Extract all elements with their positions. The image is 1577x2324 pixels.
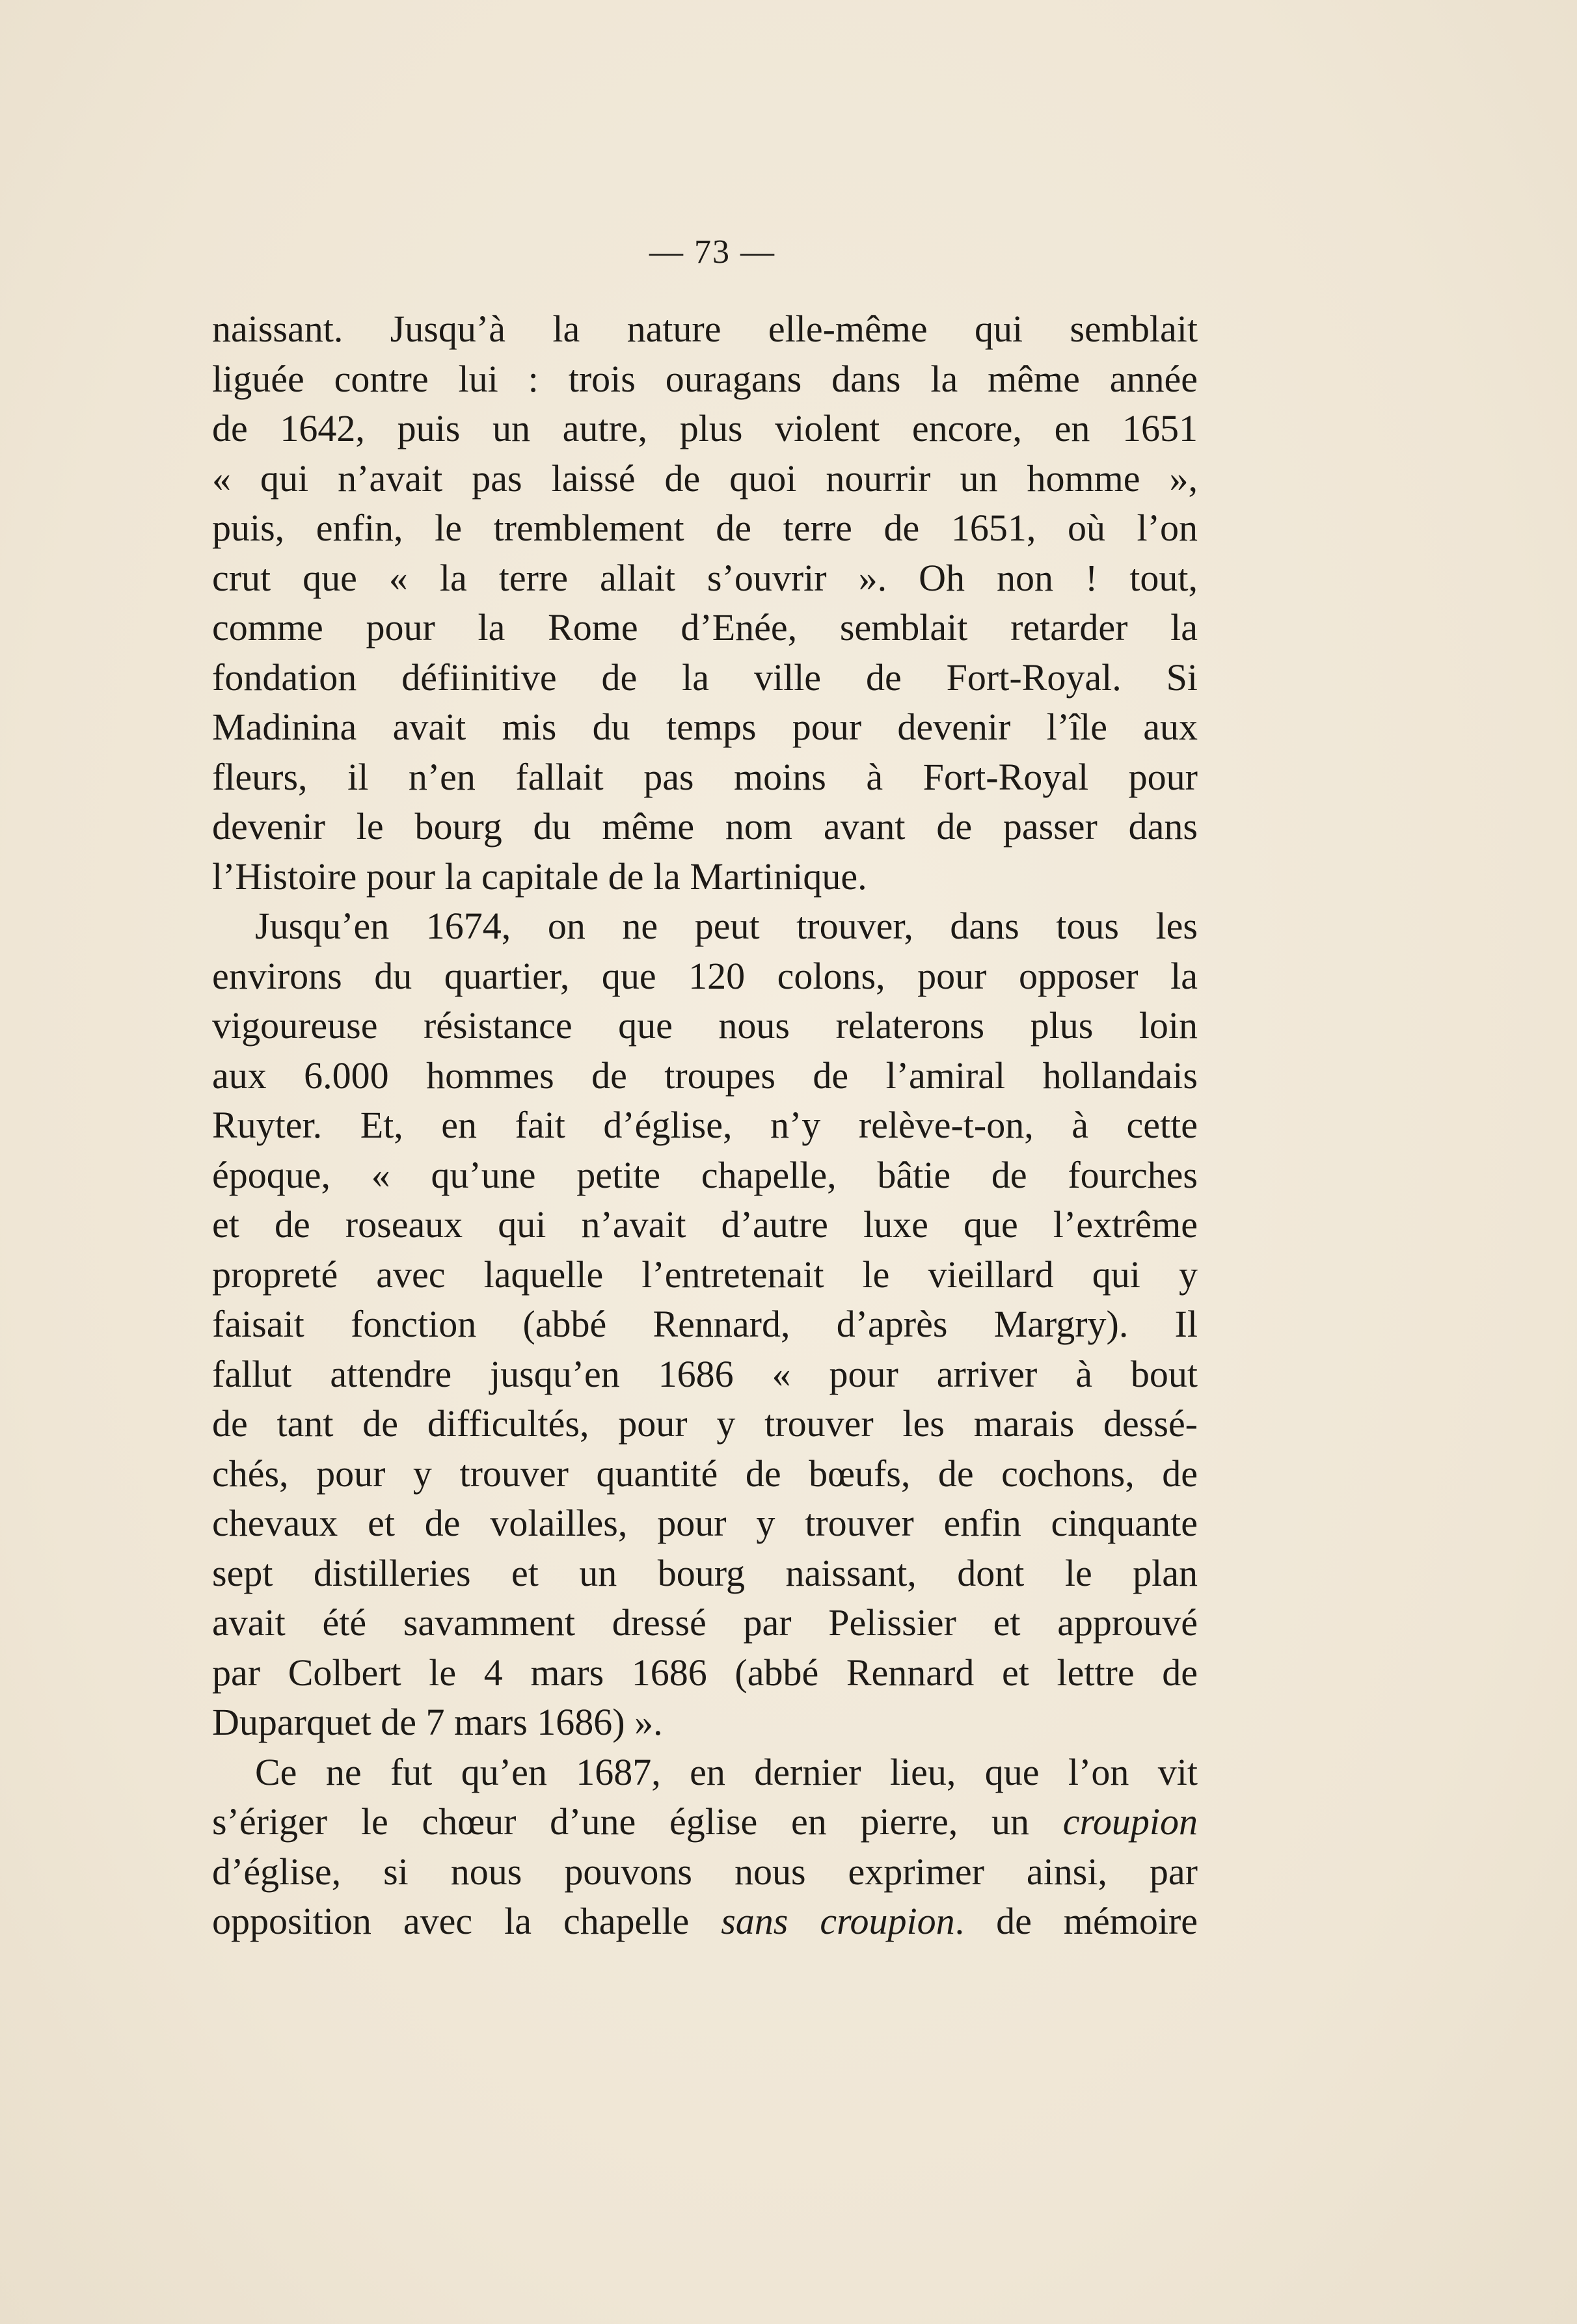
text-line: Duparquet de 7 mars 1686) ». xyxy=(212,1701,663,1743)
text-line: sept distilleries et un bourg naissant, dont le plan xyxy=(212,1551,1198,1594)
text-line: Jusqu’en 1674, on ne peut trouver, dans tous les xyxy=(255,905,1198,947)
text-line-with-italic xyxy=(212,1797,1198,1847)
text-line: l’Histoire pour la capitale de la Martinique. xyxy=(212,855,867,898)
text-line: chevaux et de volailles, pour y trouver enfin cinquante xyxy=(212,1502,1198,1544)
text-line: faisait fonction (abbé Rennard, d’après Margry). Il xyxy=(212,1303,1198,1345)
text-line: crut que « la terre allait s’ouvrir ». Oh non ! tout, xyxy=(212,556,1198,599)
text-line: chés, pour y trouver quantité de bœufs, de cochons, de xyxy=(212,1452,1198,1495)
text-line: par Colbert le 4 mars 1686 (abbé Rennard et lettre de xyxy=(212,1651,1198,1694)
italic-term-sans-croupion: sans croupion xyxy=(721,1900,955,1942)
text-line: environs du quartier, que 120 colons, pour opposer la xyxy=(212,954,1198,997)
text-line: fondation défiinitive de la ville de Fort-Royal. Si xyxy=(212,656,1198,699)
text-line: de 1642, puis un autre, plus violent encore, en 1651 xyxy=(212,407,1198,449)
text-line: puis, enfin, le tremblement de terre de 1651, où l’on xyxy=(212,507,1198,549)
text-line: fallut attendre jusqu’en 1686 « pour arriver à bout xyxy=(212,1352,1198,1395)
text-line: Madinina avait mis du temps pour devenir l’île aux xyxy=(212,706,1198,748)
text-line: de tant de difficultés, pour y trouver les marais dessé- xyxy=(212,1402,1198,1445)
text-segment: . de mémoire xyxy=(954,1900,1198,1942)
text-line: liguée contre lui : trois ouragans dans la même année xyxy=(212,357,1198,400)
text-line: Ruyter. Et, en fait d’église, n’y relève-t-on, à cette xyxy=(212,1104,1198,1146)
paragraph-1 xyxy=(212,304,1198,902)
text-line: fleurs, il n’en fallait pas moins à Fort-Royal pour xyxy=(212,755,1198,798)
text-line: naissant. Jusqu’à la nature elle-même qui semblait xyxy=(212,308,1198,350)
text-line: comme pour la Rome d’Enée, semblait retarder la xyxy=(212,606,1198,648)
paragraph-2 xyxy=(212,902,1198,1748)
text-line: aux 6.000 hommes de troupes de l’amiral hollandais xyxy=(212,1054,1198,1097)
text-segment: s’ériger le chœur d’une église en pierre, un xyxy=(212,1800,1063,1843)
text-segment: opposition avec la chapelle xyxy=(212,1900,721,1942)
page-number: — 73 — xyxy=(649,234,775,271)
italic-term-croupion: croupion xyxy=(1062,1800,1198,1843)
text-line: « qui n’avait pas laissé de quoi nourrir un homme », xyxy=(212,457,1198,500)
text-line: propreté avec laquelle l’entretenait le vieillard qui y xyxy=(212,1253,1198,1296)
text-line: et de roseaux qui n’avait d’autre luxe que l’extrême xyxy=(212,1203,1198,1246)
text-line-with-italic xyxy=(212,1897,1198,1947)
text-line: d’église, si nous pouvons nous exprimer ainsi, par xyxy=(212,1850,1198,1893)
text-line: avait été savamment dressé par Pelissier et approuvé xyxy=(212,1601,1198,1644)
body-text xyxy=(212,304,1198,1947)
text-line: vigoureuse résistance que nous relaterons plus loin xyxy=(212,1004,1198,1047)
text-line: Ce ne fut qu’en 1687, en dernier lieu, que l’on vit xyxy=(255,1750,1198,1793)
paragraph-3 xyxy=(212,1748,1198,1947)
text-line: époque, « qu’une petite chapelle, bâtie de fourches xyxy=(212,1153,1198,1196)
text-line: devenir le bourg du même nom avant de passer dans xyxy=(212,805,1198,848)
